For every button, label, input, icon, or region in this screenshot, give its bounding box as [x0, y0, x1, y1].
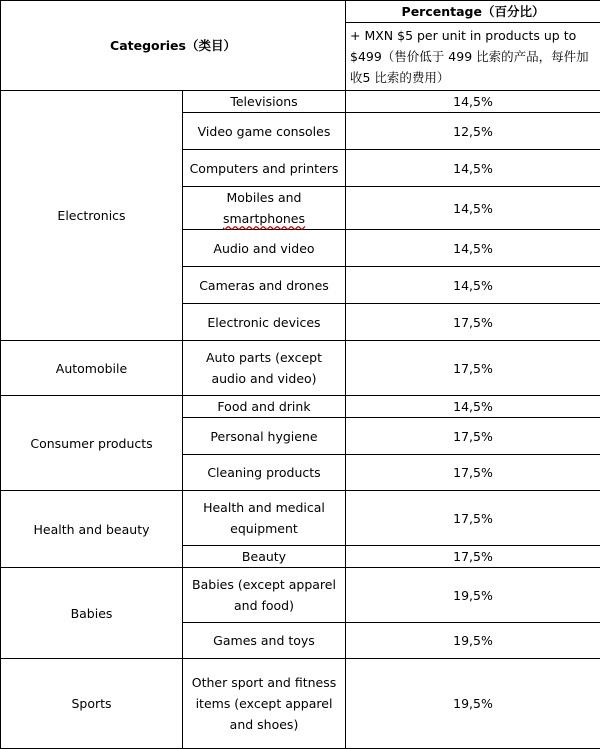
category-consumer-products: Consumer products	[1, 396, 183, 491]
percentage-cell: 17,5%	[346, 341, 600, 396]
category-health-and-beauty: Health and beauty	[1, 491, 183, 568]
subcategory-cell: Cameras and drones	[183, 267, 346, 304]
percentage-cell: 17,5%	[346, 546, 600, 568]
subcategory-cell: Televisions	[183, 91, 346, 113]
subcategory-cell: Audio and video	[183, 230, 346, 267]
subcategory-cell	[183, 187, 346, 230]
subcategory-cell: Health and medical equipment	[183, 491, 346, 546]
subcategory-cell: Games and toys	[183, 623, 346, 659]
percentage-cell: 14,5%	[346, 267, 600, 304]
category-electronics: Electronics	[1, 91, 183, 341]
percentage-cell: 17,5%	[346, 455, 600, 491]
subcategory-cell: Electronic devices	[183, 304, 346, 341]
categories-header: Categories（类目）	[1, 1, 346, 91]
subcategory-cell: Babies (except apparel and food)	[183, 568, 346, 623]
subcategory-cell: Computers and printers	[183, 150, 346, 187]
subcategory-text: Mobiles and	[226, 190, 301, 205]
percentage-cell: 12,5%	[346, 113, 600, 150]
percentage-cell: 14,5%	[346, 187, 600, 230]
percentage-cell: 19,5%	[346, 659, 600, 749]
spellcheck-underlined-word: smartphones	[223, 211, 305, 226]
category-babies: Babies	[1, 568, 183, 659]
percentage-note: + MXN $5 per unit in products up to $499（售价低于 499 比索的产品，每件加收5 比索的费用）	[346, 23, 600, 91]
category-sports: Sports	[1, 659, 183, 749]
subcategory-cell: Beauty	[183, 546, 346, 568]
percentage-cell: 14,5%	[346, 396, 600, 418]
category-automobile: Automobile	[1, 341, 183, 396]
percentage-cell: 17,5%	[346, 304, 600, 341]
subcategory-cell: Other sport and fitness items (except apparel and shoes)	[183, 659, 346, 749]
percentage-cell: 19,5%	[346, 623, 600, 659]
subcategory-cell: Auto parts (except audio and video)	[183, 341, 346, 396]
percentage-cell: 17,5%	[346, 418, 600, 455]
subcategory-cell: Food and drink	[183, 396, 346, 418]
percentage-cell: 17,5%	[346, 491, 600, 546]
percentage-cell: 14,5%	[346, 91, 600, 113]
subcategory-cell: Video game consoles	[183, 113, 346, 150]
percentage-cell: 14,5%	[346, 150, 600, 187]
percentage-header: Percentage（百分比）	[346, 1, 600, 23]
percentage-cell: 14,5%	[346, 230, 600, 267]
percentage-cell: 19,5%	[346, 568, 600, 623]
subcategory-cell: Cleaning products	[183, 455, 346, 491]
subcategory-cell: Personal hygiene	[183, 418, 346, 455]
